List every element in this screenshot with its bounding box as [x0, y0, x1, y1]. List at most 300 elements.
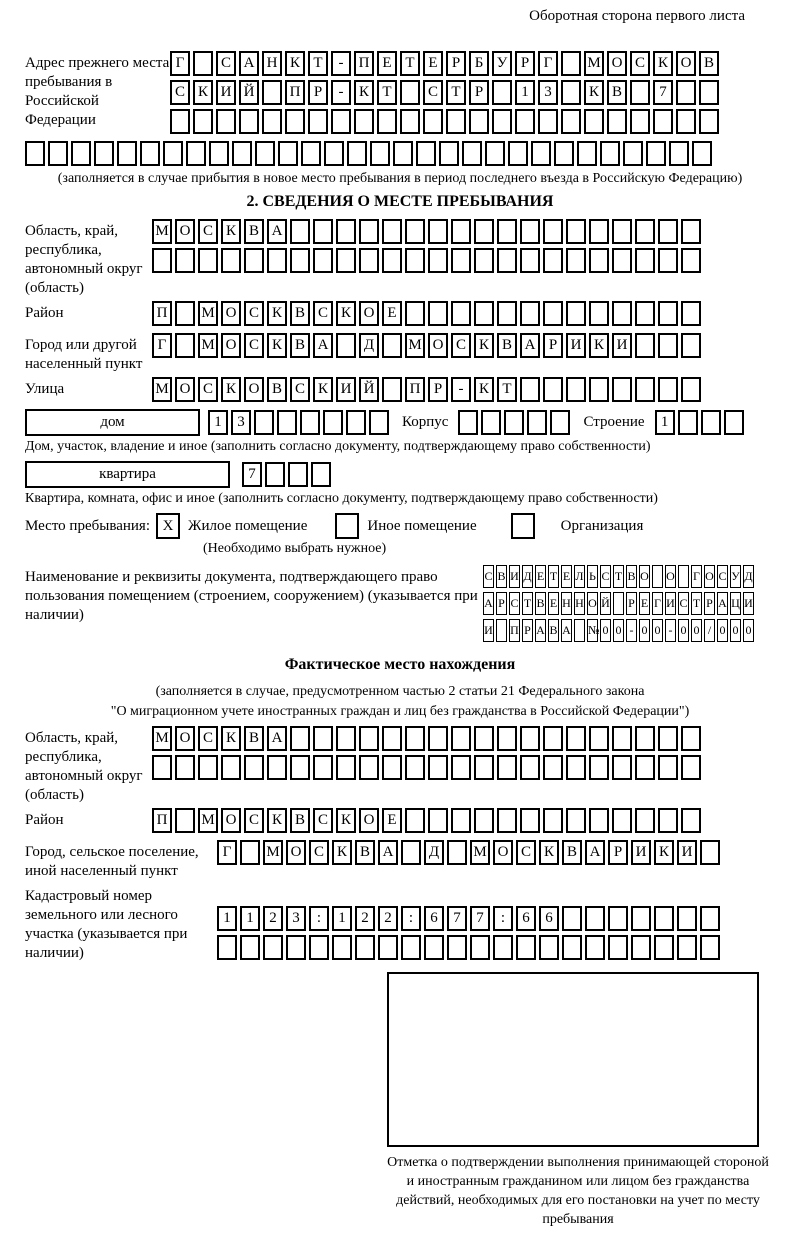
char-cell[interactable]: Й: [359, 377, 379, 402]
char-cell[interactable]: Т: [497, 377, 517, 402]
char-cell[interactable]: [681, 301, 701, 326]
char-cell[interactable]: -: [626, 619, 637, 642]
char-cell[interactable]: [324, 141, 344, 166]
char-cell[interactable]: [94, 141, 114, 166]
char-cell[interactable]: С: [483, 565, 494, 588]
char-cell[interactable]: К: [474, 333, 494, 358]
char-cell[interactable]: К: [336, 808, 356, 833]
char-cell[interactable]: С: [309, 840, 329, 865]
char-cell[interactable]: [255, 141, 275, 166]
char-cell[interactable]: В: [355, 840, 375, 865]
char-cell[interactable]: [676, 80, 696, 105]
char-cell[interactable]: [646, 141, 666, 166]
char-cell[interactable]: [175, 808, 195, 833]
char-cell[interactable]: [497, 219, 517, 244]
char-cell[interactable]: [382, 755, 402, 780]
char-cell[interactable]: [25, 141, 45, 166]
char-cell[interactable]: О: [244, 377, 264, 402]
char-cell[interactable]: [240, 935, 260, 960]
char-cell[interactable]: 3: [286, 906, 306, 931]
char-cell[interactable]: Р: [496, 592, 507, 615]
char-cell[interactable]: С: [198, 377, 218, 402]
char-cell[interactable]: 6: [539, 906, 559, 931]
char-cell[interactable]: К: [313, 377, 333, 402]
char-cell[interactable]: [700, 935, 720, 960]
char-cell[interactable]: Е: [382, 808, 402, 833]
char-cell[interactable]: 1: [240, 906, 260, 931]
char-cell[interactable]: [446, 109, 466, 134]
char-cell[interactable]: -: [665, 619, 676, 642]
char-cell[interactable]: 0: [730, 619, 741, 642]
char-cell[interactable]: [474, 726, 494, 751]
char-cell[interactable]: [469, 109, 489, 134]
char-cell[interactable]: [401, 840, 421, 865]
char-cell[interactable]: Т: [400, 51, 420, 76]
char-cell[interactable]: [589, 755, 609, 780]
char-cell[interactable]: [346, 410, 366, 435]
char-cell[interactable]: С: [313, 808, 333, 833]
char-cell[interactable]: [354, 109, 374, 134]
char-cell[interactable]: [382, 333, 402, 358]
char-cell[interactable]: [520, 219, 540, 244]
char-cell[interactable]: [658, 755, 678, 780]
char-cell[interactable]: [543, 726, 563, 751]
char-cell[interactable]: [175, 333, 195, 358]
char-cell[interactable]: Е: [548, 592, 559, 615]
char-cell[interactable]: О: [221, 808, 241, 833]
char-cell[interactable]: О: [639, 565, 650, 588]
char-cell[interactable]: [566, 377, 586, 402]
char-cell[interactable]: [612, 301, 632, 326]
char-cell[interactable]: [286, 935, 306, 960]
char-cell[interactable]: Д: [743, 565, 754, 588]
char-cell[interactable]: [152, 248, 172, 273]
char-cell[interactable]: [290, 248, 310, 273]
char-cell[interactable]: О: [221, 333, 241, 358]
char-cell[interactable]: Г: [652, 592, 663, 615]
char-cell[interactable]: Й: [600, 592, 611, 615]
char-cell[interactable]: О: [493, 840, 513, 865]
char-cell[interactable]: Р: [608, 840, 628, 865]
char-cell[interactable]: И: [631, 840, 651, 865]
char-cell[interactable]: [630, 109, 650, 134]
char-cell[interactable]: 0: [743, 619, 754, 642]
char-cell[interactable]: [451, 301, 471, 326]
char-cell[interactable]: Т: [691, 592, 702, 615]
char-cell[interactable]: [48, 141, 68, 166]
char-cell[interactable]: [428, 808, 448, 833]
char-cell[interactable]: [117, 141, 137, 166]
char-cell[interactable]: [313, 755, 333, 780]
char-cell[interactable]: [400, 80, 420, 105]
char-cell[interactable]: С: [717, 565, 728, 588]
char-cell[interactable]: Р: [515, 51, 535, 76]
char-cell[interactable]: [561, 109, 581, 134]
char-cell[interactable]: [369, 410, 389, 435]
char-cell[interactable]: Г: [538, 51, 558, 76]
char-cell[interactable]: [331, 109, 351, 134]
char-cell[interactable]: Д: [359, 333, 379, 358]
char-cell[interactable]: [336, 755, 356, 780]
char-cell[interactable]: [405, 248, 425, 273]
char-cell[interactable]: [428, 726, 448, 751]
char-cell[interactable]: 0: [717, 619, 728, 642]
char-cell[interactable]: 0: [691, 619, 702, 642]
char-cell[interactable]: [585, 935, 605, 960]
char-cell[interactable]: И: [743, 592, 754, 615]
char-cell[interactable]: Н: [561, 592, 572, 615]
char-cell[interactable]: [451, 248, 471, 273]
char-cell[interactable]: [240, 840, 260, 865]
char-cell[interactable]: [267, 248, 287, 273]
char-cell[interactable]: [520, 248, 540, 273]
char-cell[interactable]: [474, 755, 494, 780]
char-cell[interactable]: [589, 377, 609, 402]
char-cell[interactable]: [492, 80, 512, 105]
char-cell[interactable]: 0: [639, 619, 650, 642]
char-cell[interactable]: [658, 333, 678, 358]
char-cell[interactable]: [474, 301, 494, 326]
char-cell[interactable]: [585, 906, 605, 931]
stay-type-checkbox-residential[interactable]: X: [156, 513, 180, 539]
char-cell[interactable]: С: [451, 333, 471, 358]
char-cell[interactable]: [163, 141, 183, 166]
char-cell[interactable]: [428, 248, 448, 273]
char-cell[interactable]: [336, 333, 356, 358]
char-cell[interactable]: [336, 726, 356, 751]
char-cell[interactable]: [700, 906, 720, 931]
char-cell[interactable]: 2: [355, 906, 375, 931]
char-cell[interactable]: Р: [308, 80, 328, 105]
char-cell[interactable]: [221, 755, 241, 780]
char-cell[interactable]: [186, 141, 206, 166]
char-cell[interactable]: [612, 755, 632, 780]
char-cell[interactable]: К: [221, 219, 241, 244]
char-cell[interactable]: 7: [242, 462, 262, 487]
char-cell[interactable]: В: [244, 219, 264, 244]
char-cell[interactable]: [497, 248, 517, 273]
char-cell[interactable]: К: [653, 51, 673, 76]
char-cell[interactable]: [566, 755, 586, 780]
char-cell[interactable]: /: [704, 619, 715, 642]
char-cell[interactable]: 1: [515, 80, 535, 105]
char-cell[interactable]: О: [665, 565, 676, 588]
char-cell[interactable]: К: [193, 80, 213, 105]
char-cell[interactable]: С: [216, 51, 236, 76]
char-cell[interactable]: С: [630, 51, 650, 76]
char-cell[interactable]: [497, 726, 517, 751]
char-cell[interactable]: [681, 726, 701, 751]
char-cell[interactable]: [323, 410, 343, 435]
char-cell[interactable]: М: [405, 333, 425, 358]
char-cell[interactable]: Т: [446, 80, 466, 105]
char-cell[interactable]: С: [244, 808, 264, 833]
char-cell[interactable]: [405, 219, 425, 244]
char-cell[interactable]: 6: [424, 906, 444, 931]
char-cell[interactable]: [447, 935, 467, 960]
char-cell[interactable]: [515, 109, 535, 134]
char-cell[interactable]: [531, 141, 551, 166]
char-cell[interactable]: Н: [262, 51, 282, 76]
char-cell[interactable]: [262, 80, 282, 105]
char-cell[interactable]: Р: [704, 592, 715, 615]
char-cell[interactable]: Р: [626, 592, 637, 615]
char-cell[interactable]: В: [290, 301, 310, 326]
char-cell[interactable]: [566, 301, 586, 326]
char-cell[interactable]: Р: [522, 619, 533, 642]
char-cell[interactable]: [543, 377, 563, 402]
char-cell[interactable]: [577, 141, 597, 166]
char-cell[interactable]: С: [244, 301, 264, 326]
char-cell[interactable]: 3: [538, 80, 558, 105]
char-cell[interactable]: 0: [652, 619, 663, 642]
char-cell[interactable]: В: [244, 726, 264, 751]
char-cell[interactable]: А: [378, 840, 398, 865]
char-cell[interactable]: М: [198, 301, 218, 326]
char-cell[interactable]: [71, 141, 91, 166]
char-cell[interactable]: [562, 935, 582, 960]
char-cell[interactable]: [497, 755, 517, 780]
char-cell[interactable]: П: [285, 80, 305, 105]
char-cell[interactable]: [562, 906, 582, 931]
char-cell[interactable]: [359, 219, 379, 244]
char-cell[interactable]: [428, 219, 448, 244]
char-cell[interactable]: [216, 109, 236, 134]
char-cell[interactable]: [175, 248, 195, 273]
char-cell[interactable]: [496, 619, 507, 642]
char-cell[interactable]: [635, 219, 655, 244]
char-cell[interactable]: [193, 109, 213, 134]
char-cell[interactable]: [497, 301, 517, 326]
char-cell[interactable]: 7: [470, 906, 490, 931]
char-cell[interactable]: М: [152, 726, 172, 751]
char-cell[interactable]: [589, 248, 609, 273]
char-cell[interactable]: Т: [377, 80, 397, 105]
char-cell[interactable]: [175, 301, 195, 326]
char-cell[interactable]: М: [198, 333, 218, 358]
char-cell[interactable]: [309, 935, 329, 960]
char-cell[interactable]: [543, 219, 563, 244]
char-cell[interactable]: [692, 141, 712, 166]
char-cell[interactable]: [652, 565, 663, 588]
char-cell[interactable]: [681, 808, 701, 833]
char-cell[interactable]: [254, 410, 274, 435]
char-cell[interactable]: [589, 808, 609, 833]
char-cell[interactable]: К: [267, 808, 287, 833]
char-cell[interactable]: [439, 141, 459, 166]
char-cell[interactable]: О: [607, 51, 627, 76]
char-cell[interactable]: О: [676, 51, 696, 76]
char-cell[interactable]: 0: [613, 619, 624, 642]
char-cell[interactable]: [543, 248, 563, 273]
char-cell[interactable]: [492, 109, 512, 134]
char-cell[interactable]: [508, 141, 528, 166]
char-cell[interactable]: П: [354, 51, 374, 76]
char-cell[interactable]: В: [607, 80, 627, 105]
char-cell[interactable]: [221, 248, 241, 273]
char-cell[interactable]: [539, 935, 559, 960]
char-cell[interactable]: Г: [691, 565, 702, 588]
char-cell[interactable]: У: [730, 565, 741, 588]
char-cell[interactable]: К: [267, 333, 287, 358]
char-cell[interactable]: К: [221, 726, 241, 751]
char-cell[interactable]: [370, 141, 390, 166]
char-cell[interactable]: [635, 301, 655, 326]
char-cell[interactable]: [520, 726, 540, 751]
char-cell[interactable]: [658, 219, 678, 244]
char-cell[interactable]: [608, 935, 628, 960]
char-cell[interactable]: [424, 935, 444, 960]
char-cell[interactable]: С: [600, 565, 611, 588]
char-cell[interactable]: К: [332, 840, 352, 865]
char-cell[interactable]: [669, 141, 689, 166]
char-cell[interactable]: [612, 808, 632, 833]
char-cell[interactable]: [170, 109, 190, 134]
char-cell[interactable]: Е: [382, 301, 402, 326]
char-cell[interactable]: М: [152, 377, 172, 402]
char-cell[interactable]: П: [152, 301, 172, 326]
char-cell[interactable]: [681, 333, 701, 358]
house-box[interactable]: дом: [25, 409, 200, 436]
char-cell[interactable]: О: [175, 726, 195, 751]
char-cell[interactable]: [277, 410, 297, 435]
char-cell[interactable]: К: [285, 51, 305, 76]
char-cell[interactable]: [359, 248, 379, 273]
char-cell[interactable]: [290, 755, 310, 780]
char-cell[interactable]: Н: [574, 592, 585, 615]
char-cell[interactable]: [635, 726, 655, 751]
char-cell[interactable]: И: [677, 840, 697, 865]
char-cell[interactable]: Т: [308, 51, 328, 76]
char-cell[interactable]: 1: [208, 410, 228, 435]
char-cell[interactable]: К: [654, 840, 674, 865]
char-cell[interactable]: [493, 935, 513, 960]
char-cell[interactable]: [612, 377, 632, 402]
char-cell[interactable]: [589, 301, 609, 326]
char-cell[interactable]: [405, 726, 425, 751]
char-cell[interactable]: К: [474, 377, 494, 402]
char-cell[interactable]: В: [699, 51, 719, 76]
char-cell[interactable]: [701, 410, 721, 435]
char-cell[interactable]: И: [336, 377, 356, 402]
char-cell[interactable]: [677, 906, 697, 931]
char-cell[interactable]: 7: [653, 80, 673, 105]
char-cell[interactable]: [635, 333, 655, 358]
char-cell[interactable]: С: [678, 592, 689, 615]
char-cell[interactable]: Г: [170, 51, 190, 76]
char-cell[interactable]: О: [359, 301, 379, 326]
char-cell[interactable]: В: [496, 565, 507, 588]
char-cell[interactable]: [140, 141, 160, 166]
char-cell[interactable]: [359, 755, 379, 780]
char-cell[interactable]: Д: [424, 840, 444, 865]
char-cell[interactable]: [301, 141, 321, 166]
char-cell[interactable]: [462, 141, 482, 166]
char-cell[interactable]: Б: [469, 51, 489, 76]
char-cell[interactable]: П: [405, 377, 425, 402]
char-cell[interactable]: [554, 141, 574, 166]
char-cell[interactable]: [543, 808, 563, 833]
char-cell[interactable]: [635, 755, 655, 780]
char-cell[interactable]: [285, 109, 305, 134]
char-cell[interactable]: А: [239, 51, 259, 76]
char-cell[interactable]: [658, 377, 678, 402]
char-cell[interactable]: [631, 935, 651, 960]
char-cell[interactable]: [589, 726, 609, 751]
char-cell[interactable]: [405, 301, 425, 326]
char-cell[interactable]: [428, 755, 448, 780]
char-cell[interactable]: С: [509, 592, 520, 615]
char-cell[interactable]: [377, 109, 397, 134]
char-cell[interactable]: [336, 219, 356, 244]
char-cell[interactable]: [451, 726, 471, 751]
stay-type-checkbox-other[interactable]: [335, 513, 359, 539]
char-cell[interactable]: Р: [428, 377, 448, 402]
char-cell[interactable]: [239, 109, 259, 134]
char-cell[interactable]: [428, 301, 448, 326]
char-cell[interactable]: [561, 80, 581, 105]
char-cell[interactable]: [520, 755, 540, 780]
char-cell[interactable]: А: [585, 840, 605, 865]
char-cell[interactable]: [382, 219, 402, 244]
char-cell[interactable]: [600, 141, 620, 166]
char-cell[interactable]: И: [483, 619, 494, 642]
char-cell[interactable]: И: [216, 80, 236, 105]
char-cell[interactable]: [589, 219, 609, 244]
char-cell[interactable]: [635, 377, 655, 402]
char-cell[interactable]: [724, 410, 744, 435]
char-cell[interactable]: [566, 248, 586, 273]
char-cell[interactable]: [209, 141, 229, 166]
char-cell[interactable]: [308, 109, 328, 134]
char-cell[interactable]: П: [152, 808, 172, 833]
char-cell[interactable]: -: [451, 377, 471, 402]
char-cell[interactable]: О: [704, 565, 715, 588]
char-cell[interactable]: [262, 109, 282, 134]
char-cell[interactable]: В: [562, 840, 582, 865]
char-cell[interactable]: [700, 840, 720, 865]
char-cell[interactable]: С: [244, 333, 264, 358]
char-cell[interactable]: [543, 301, 563, 326]
char-cell[interactable]: А: [561, 619, 572, 642]
char-cell[interactable]: С: [198, 219, 218, 244]
char-cell[interactable]: И: [612, 333, 632, 358]
char-cell[interactable]: [300, 410, 320, 435]
char-cell[interactable]: [265, 462, 285, 487]
char-cell[interactable]: [290, 219, 310, 244]
char-cell[interactable]: [198, 755, 218, 780]
char-cell[interactable]: К: [267, 301, 287, 326]
char-cell[interactable]: Ц: [730, 592, 741, 615]
char-cell[interactable]: В: [290, 333, 310, 358]
char-cell[interactable]: [699, 80, 719, 105]
char-cell[interactable]: [451, 219, 471, 244]
char-cell[interactable]: [635, 808, 655, 833]
char-cell[interactable]: В: [497, 333, 517, 358]
char-cell[interactable]: [543, 755, 563, 780]
char-cell[interactable]: [566, 726, 586, 751]
char-cell[interactable]: [217, 935, 237, 960]
char-cell[interactable]: 3: [231, 410, 251, 435]
char-cell[interactable]: [474, 248, 494, 273]
char-cell[interactable]: Г: [217, 840, 237, 865]
char-cell[interactable]: [244, 755, 264, 780]
char-cell[interactable]: Т: [548, 565, 559, 588]
char-cell[interactable]: [527, 410, 547, 435]
char-cell[interactable]: У: [492, 51, 512, 76]
char-cell[interactable]: [347, 141, 367, 166]
char-cell[interactable]: 6: [516, 906, 536, 931]
